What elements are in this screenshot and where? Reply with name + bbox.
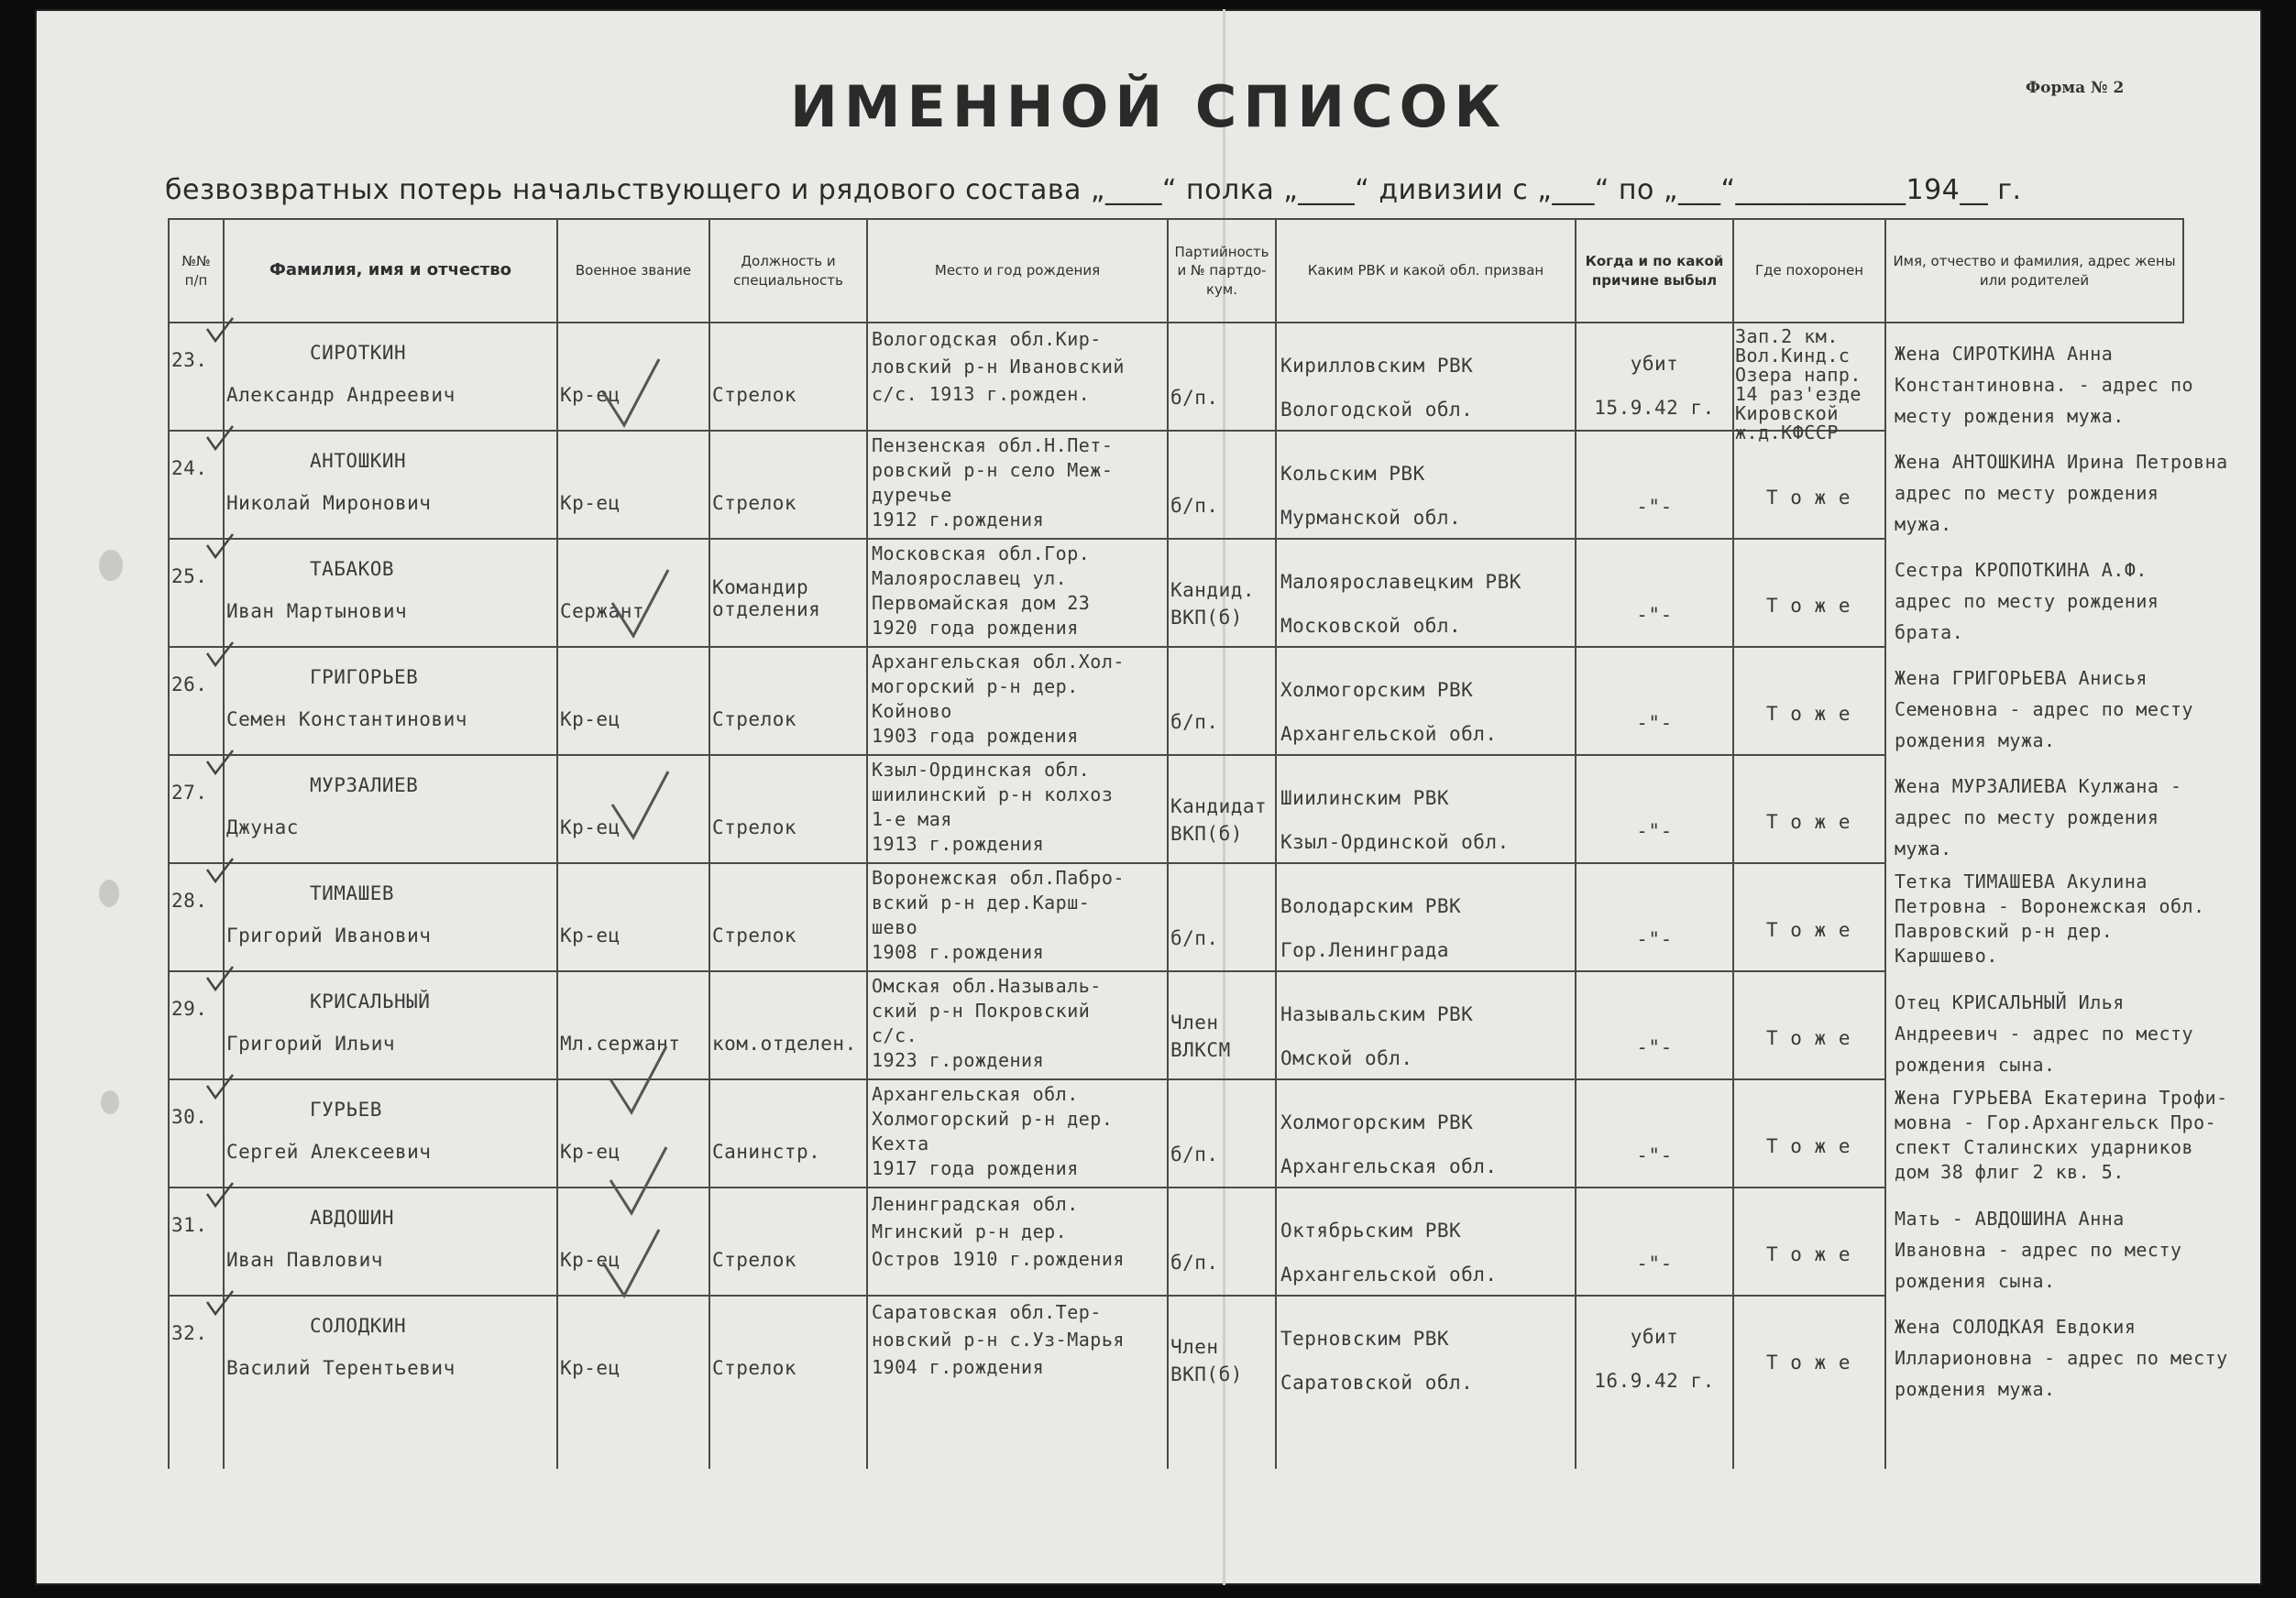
draft-office-line: Мурманской обл.: [1280, 507, 1462, 529]
row-divider: [168, 538, 1884, 540]
birth-place-line: вский р-н дер.Карш-: [872, 892, 1091, 914]
check-mark-icon: [606, 1144, 670, 1217]
given-name: Василий Терентьевич: [226, 1357, 456, 1379]
birth-place-line: Воронежская обл.Пабро-: [872, 867, 1125, 889]
surname: ТАБАКОВ: [310, 558, 395, 580]
military-rank: Кр-ец: [560, 1249, 621, 1271]
relatives-info-line: Петровна - Воронежская обл.: [1895, 895, 2205, 917]
draft-office-line: Холмогорским РВК: [1280, 679, 1474, 701]
draft-office-line: Кирилловским РВК: [1280, 355, 1474, 377]
relatives-info-line: Жена МУРЗАЛИЕВА Кулжана -: [1895, 775, 2182, 797]
check-mark-icon: [204, 749, 236, 776]
military-rank: Кр-ец: [560, 1357, 621, 1379]
position: Стрелок: [712, 708, 797, 730]
birth-place-line: 1904 г.рождения: [872, 1356, 1045, 1378]
given-name: Сергей Алексеевич: [226, 1141, 432, 1163]
military-rank: Кр-ец: [560, 816, 621, 838]
birth-place-line: Остров 1910 г.рождения: [872, 1248, 1125, 1270]
party-membership: б/п.: [1170, 1144, 1219, 1166]
draft-office-line: Гор.Ленинграда: [1280, 939, 1450, 961]
row-divider: [168, 970, 1884, 972]
birth-place-line: 1912 г.рождения: [872, 509, 1045, 531]
surname: МУРЗАЛИЕВ: [310, 774, 419, 796]
birth-place-line: Холмогорский р-н дер.: [872, 1108, 1114, 1130]
row-number: 29.: [171, 998, 208, 1020]
position: Стрелок: [712, 816, 797, 838]
given-name: Иван Мартынович: [226, 600, 408, 622]
relatives-info-line: Тетка ТИМАШЕВА Акулина: [1895, 870, 2148, 892]
draft-office-line: Кольским РВК: [1280, 463, 1425, 485]
birth-place-line: могорский р-н дер.: [872, 675, 1079, 697]
birth-place-line: Первомайская дом 23: [872, 592, 1091, 614]
relatives-info-line: Жена СОЛОДКАЯ Евдокия: [1895, 1316, 2137, 1338]
check-mark-icon: [204, 857, 236, 884]
relatives-info-line: Константиновна. - адрес по: [1895, 374, 2194, 396]
birth-place-line: Кехта: [872, 1133, 929, 1155]
burial-place-line: Т о ж е: [1765, 487, 1851, 509]
military-rank: Мл.сержант: [560, 1033, 681, 1055]
birth-place-line: Московская обл.Гор.: [872, 542, 1091, 564]
birth-place-line: 1920 года рождения: [872, 617, 1079, 639]
row-number: 24.: [171, 457, 208, 479]
paper-stain: [101, 1090, 119, 1114]
dropout-reason-line: -"-: [1636, 1144, 1673, 1166]
row-divider: [168, 646, 1884, 648]
check-mark-icon: [599, 1226, 663, 1299]
row-divider: [168, 430, 1884, 432]
check-mark-icon: [204, 424, 236, 452]
relatives-info-line: Андреевич - адрес по месту: [1895, 1023, 2194, 1045]
dropout-reason-line: -"-: [1636, 820, 1673, 842]
birth-place-line: с/с. 1913 г.рожден.: [872, 383, 1091, 405]
surname: ГУРЬЕВ: [310, 1099, 382, 1121]
birth-place-line: шево: [872, 916, 918, 938]
check-mark-icon: [204, 532, 236, 560]
burial-place-line: Кировской: [1735, 402, 1839, 424]
given-name: Николай Миронович: [226, 492, 432, 514]
given-name: Джунас: [226, 816, 299, 838]
position: Стрелок: [712, 492, 797, 514]
col-rank-header: Военное звание: [575, 262, 692, 279]
burial-place-line: 14 раз'езде: [1735, 383, 1862, 405]
col-position-header: Должность и специальность: [733, 253, 843, 289]
birth-place-line: Саратовская обл.Тер-: [872, 1301, 1102, 1323]
birth-place-line: Архангельская обл.: [872, 1083, 1079, 1105]
draft-office-line: Архангельской обл.: [1280, 723, 1498, 745]
row-divider: [168, 1295, 1884, 1297]
burial-place-line: Т о ж е: [1765, 703, 1851, 725]
dropout-reason-line: 16.9.42 г.: [1594, 1370, 1715, 1392]
surname: СИРОТКИН: [310, 342, 407, 364]
burial-place-line: Т о ж е: [1765, 1135, 1851, 1157]
party-membership: Член ВЛКСМ: [1170, 1012, 1231, 1061]
position: ком.отделен.: [712, 1033, 857, 1055]
surname: ТИМАШЕВ: [310, 882, 395, 904]
draft-office-line: Называльским РВК: [1280, 1003, 1474, 1025]
birth-place-line: Мгинский р-н дер.: [872, 1220, 1068, 1242]
given-name: Александр Андреевич: [226, 384, 456, 406]
check-mark-icon: [204, 640, 236, 668]
birth-place-line: ловский р-н Ивановский: [872, 356, 1125, 378]
relatives-info-line: Илларионовна - адрес по месту: [1895, 1347, 2228, 1369]
check-mark-icon: [204, 1181, 236, 1209]
party-membership: б/п.: [1170, 387, 1219, 409]
col-name-header: Фамилия, имя и отчество: [269, 260, 512, 280]
draft-office-line: Шиилинским РВК: [1280, 787, 1450, 809]
relatives-info-line: дом 38 флиг 2 кв. 5.: [1895, 1161, 2125, 1183]
relatives-info-line: брата.: [1895, 621, 1964, 643]
relatives-info-line: адрес по месту рождения: [1895, 482, 2159, 504]
relatives-info-line: адрес по месту рождения: [1895, 590, 2159, 612]
check-mark-icon: [204, 1289, 236, 1317]
birth-place-line: Омская обл.Называль-: [872, 975, 1102, 997]
col-buried-header: Где похоронен: [1754, 262, 1864, 279]
check-mark-icon: [204, 316, 236, 344]
dropout-reason-line: -"-: [1636, 928, 1673, 950]
draft-office-line: Омской обл.: [1280, 1047, 1413, 1069]
surname: АВДОШИН: [310, 1207, 395, 1229]
birth-place-line: Пензенская обл.Н.Пет-: [872, 434, 1114, 456]
casualty-table: [168, 218, 2228, 1469]
draft-office-line: Архангельской обл.: [1280, 1264, 1498, 1286]
surname: КРИСАЛЬНЫЙ: [310, 991, 431, 1012]
burial-place-line: Вол.Кинд.с: [1735, 345, 1851, 367]
row-number: 23.: [171, 349, 208, 371]
document-subtitle: безвозвратных потерь начальствующего и рядового состава „____“ полка „____“ дивизии с „___“ по „___“____________194__ г.: [165, 174, 2022, 206]
document-title: ИМЕННОЙ СПИСОК: [789, 73, 1508, 140]
burial-place-line: Т о ж е: [1765, 1243, 1851, 1265]
relatives-info-line: адрес по месту рождения: [1895, 806, 2159, 828]
birth-place-line: Кзыл-Ординская обл.: [872, 759, 1091, 781]
birth-place-line: Малоярославец ул.: [872, 567, 1068, 589]
relatives-info-line: Жена СИРОТКИНА Анна: [1895, 343, 2114, 365]
position: Стрелок: [712, 384, 797, 406]
surname: СОЛОДКИН: [310, 1315, 407, 1337]
relatives-info-line: Семеновна - адрес по месту: [1895, 698, 2194, 720]
row-number: 27.: [171, 782, 208, 804]
row-number: 32.: [171, 1322, 208, 1344]
relatives-info-line: мовна - Гор.Архангельск Про-: [1895, 1111, 2217, 1133]
birth-place-line: дуречье: [872, 484, 952, 506]
row-number: 25.: [171, 565, 208, 587]
military-rank: Кр-ец: [560, 925, 621, 947]
relatives-info-line: рождения сына.: [1895, 1270, 2056, 1292]
relatives-info-line: спект Сталинских ударников: [1895, 1136, 2194, 1158]
row-divider: [168, 1078, 1884, 1080]
draft-office-line: Кзыл-Ординской обл.: [1280, 831, 1510, 853]
birth-place-line: 1908 г.рождения: [872, 941, 1045, 963]
birth-place-line: Вологодская обл.Кир-: [872, 328, 1102, 350]
birth-place-line: Ленинградская обл.: [872, 1193, 1079, 1215]
relatives-info-line: рождения мужа.: [1895, 729, 2056, 751]
birth-place-line: с/с.: [872, 1024, 918, 1046]
relatives-info-line: Каршшево.: [1895, 945, 1998, 967]
birth-place-line: Архангельская обл.Хол-: [872, 651, 1125, 673]
row-divider: [168, 1187, 1884, 1188]
relatives-info-line: Сестра КРОПОТКИНА А.Ф.: [1895, 559, 2148, 581]
position: Стрелок: [712, 1249, 797, 1271]
dropout-reason-line: -"-: [1636, 1036, 1673, 1058]
check-mark-icon: [608, 566, 672, 640]
surname: ГРИГОРЬЕВ: [310, 666, 419, 688]
birth-place-line: 1913 г.рождения: [872, 833, 1045, 855]
position: Стрелок: [712, 925, 797, 947]
check-mark-icon: [204, 965, 236, 992]
row-number: 31.: [171, 1214, 208, 1236]
military-rank: Кр-ец: [560, 492, 621, 514]
draft-office-line: Терновским РВК: [1280, 1328, 1450, 1350]
given-name: Григорий Иванович: [226, 925, 432, 947]
given-name: Григорий Ильич: [226, 1033, 396, 1055]
dropout-reason-line: -"-: [1636, 496, 1673, 518]
burial-place-line: ж.д.КФССР: [1735, 421, 1839, 443]
form-number: Форма № 2: [2026, 79, 2125, 97]
row-divider: [168, 754, 1884, 756]
draft-office-line: Володарским РВК: [1280, 895, 1462, 917]
check-mark-icon: [606, 1043, 670, 1116]
col-birth-header: Место и год рождения: [934, 262, 1101, 279]
burial-place-line: Т о ж е: [1765, 919, 1851, 941]
col-number-header: №№ п/п: [181, 253, 211, 289]
document-page: [35, 9, 2262, 1585]
birth-place-line: 1-е мая: [872, 808, 952, 830]
party-membership: б/п.: [1170, 495, 1219, 517]
party-membership: б/п.: [1170, 1252, 1219, 1274]
birth-place-line: ский р-н Покровский: [872, 1000, 1091, 1022]
party-membership: Кандид. ВКП(б): [1170, 579, 1256, 629]
check-mark-icon: [599, 356, 663, 429]
paper-stain: [99, 550, 123, 581]
check-mark-icon: [204, 1073, 236, 1100]
relatives-info-line: Отец КРИСАЛЬНЫЙ Илья: [1895, 991, 2125, 1013]
relatives-info-line: Жена ГРИГОРЬЕВА Анисья: [1895, 667, 2148, 689]
burial-place-line: Зап.2 км.: [1735, 325, 1839, 347]
dropout-reason-line: убит: [1630, 1326, 1679, 1348]
military-rank: Кр-ец: [560, 1141, 621, 1163]
row-number: 26.: [171, 673, 208, 695]
relatives-info-line: мужа.: [1895, 837, 1952, 859]
position: Стрелок: [712, 1357, 797, 1379]
draft-office-line: Московской обл.: [1280, 615, 1462, 637]
relatives-info-line: Мать - АВДОШИНА Анна: [1895, 1208, 2125, 1230]
party-membership: Кандидат ВКП(б): [1170, 795, 1268, 845]
birth-place-line: новский р-н с.Уз-Марья: [872, 1329, 1125, 1351]
party-membership: б/п.: [1170, 711, 1219, 733]
military-rank: Кр-ец: [560, 708, 621, 730]
draft-office-line: Малоярославецким РВК: [1280, 571, 1522, 593]
burial-place-line: Озера напр.: [1735, 364, 1862, 386]
col-relatives-header: Имя, отчество и фамилия, адрес жены или родителей: [1893, 253, 2176, 289]
party-membership: Член ВКП(б): [1170, 1336, 1243, 1385]
military-rank: Кр-ец: [560, 384, 621, 406]
dropout-reason-line: убит: [1630, 353, 1679, 375]
military-rank: Сержант: [560, 600, 645, 622]
draft-office-line: Вологодской обл.: [1280, 399, 1474, 421]
birth-place-line: 1923 г.рождения: [872, 1049, 1045, 1071]
burial-place-line: Т о ж е: [1765, 595, 1851, 617]
paper-stain: [99, 880, 119, 907]
burial-place-line: Т о ж е: [1765, 1352, 1851, 1374]
party-membership: б/п.: [1170, 927, 1219, 949]
relatives-info-line: Жена ГУРЬЕВА Екатерина Трофи-: [1895, 1087, 2228, 1109]
position: Санинстр.: [712, 1141, 821, 1163]
dropout-reason-line: 15.9.42 г.: [1594, 397, 1715, 419]
col-rvk-header: Каким РВК и какой обл. призван: [1307, 262, 1544, 279]
burial-place-line: Т о ж е: [1765, 1027, 1851, 1049]
draft-office-line: Архангельская обл.: [1280, 1155, 1498, 1177]
dropout-reason-line: -"-: [1636, 712, 1673, 734]
check-mark-icon: [608, 768, 672, 841]
col-party-header: Партийность и № партдо-кум.: [1174, 244, 1269, 298]
draft-office-line: Саратовской обл.: [1280, 1372, 1474, 1394]
relatives-info-line: Жена АНТОШКИНА Ирина Петровна: [1895, 451, 2228, 473]
burial-place-line: Т о ж е: [1765, 811, 1851, 833]
dropout-reason-line: -"-: [1636, 604, 1673, 626]
draft-office-line: Холмогорским РВК: [1280, 1111, 1474, 1133]
relatives-info-line: рождения мужа.: [1895, 1378, 2056, 1400]
birth-place-line: 1903 года рождения: [872, 725, 1079, 747]
given-name: Иван Павлович: [226, 1249, 383, 1271]
relatives-info-line: месту рождения мужа.: [1895, 405, 2125, 427]
dropout-reason-line: -"-: [1636, 1253, 1673, 1275]
row-divider: [168, 862, 1884, 864]
relatives-info-line: рождения сына.: [1895, 1054, 2056, 1076]
relatives-info-line: мужа.: [1895, 513, 1952, 535]
birth-place-line: 1917 года рождения: [872, 1157, 1079, 1179]
row-number: 30.: [171, 1106, 208, 1128]
birth-place-line: шиилинский р-н колхоз: [872, 783, 1114, 805]
position: Командир отделения: [712, 576, 821, 620]
surname: АНТОШКИН: [310, 450, 407, 472]
relatives-info-line: Павровский р-н дер.: [1895, 920, 2114, 942]
col-reason-header: Когда и по какой причине выбыл: [1585, 253, 1724, 289]
relatives-info-line: Ивановна - адрес по месту: [1895, 1239, 2182, 1261]
given-name: Семен Константинович: [226, 708, 467, 730]
birth-place-line: ровский р-н село Меж-: [872, 459, 1114, 481]
row-number: 28.: [171, 890, 208, 912]
draft-office-line: Октябрьским РВК: [1280, 1220, 1462, 1242]
birth-place-line: Койново: [872, 700, 952, 722]
